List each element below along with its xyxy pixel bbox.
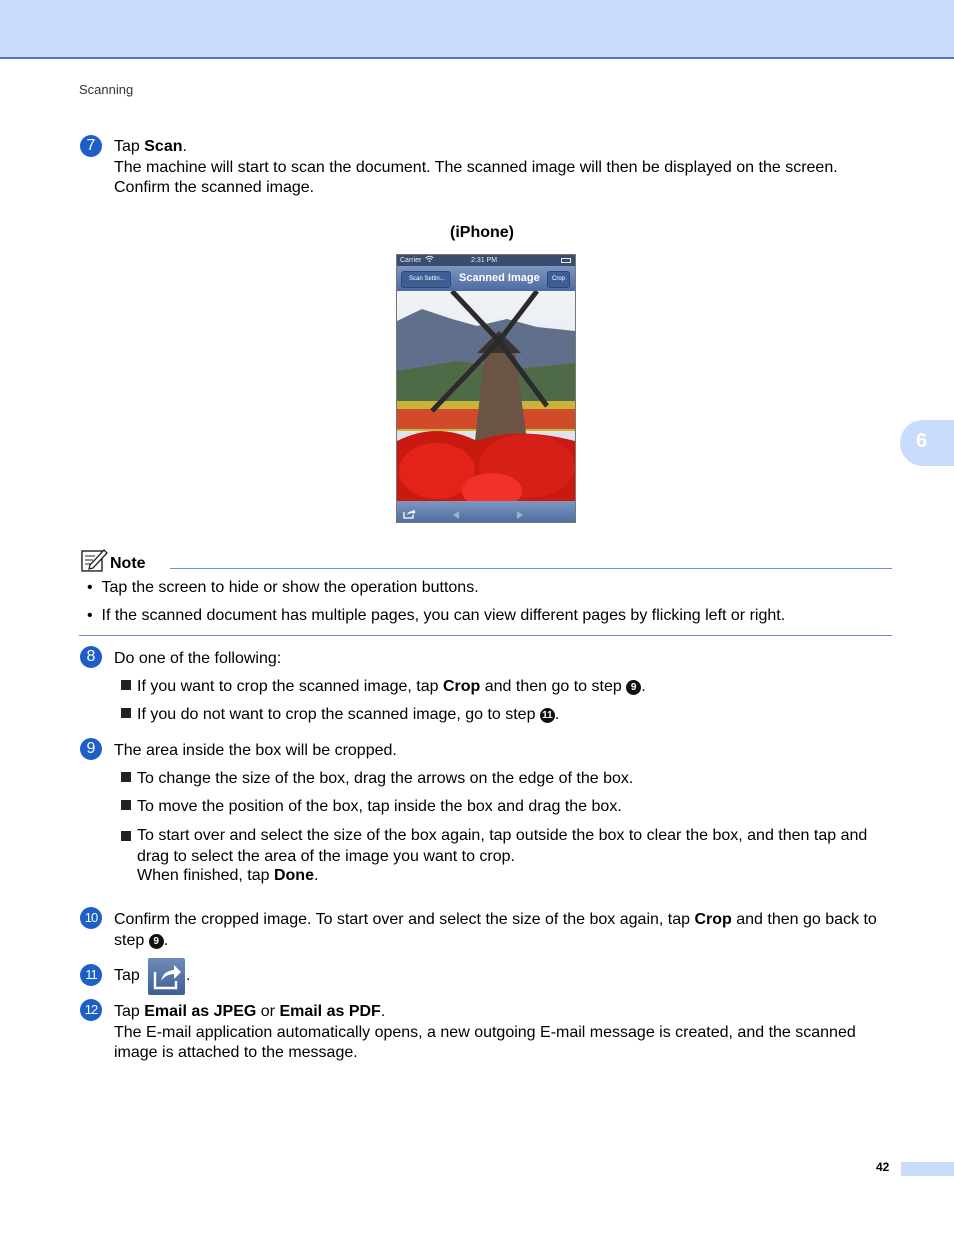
step-ref-9: 9: [626, 680, 641, 695]
status-bar: [397, 255, 575, 266]
nav-title: Scanned Image: [459, 272, 540, 284]
chapter-tab: [900, 420, 954, 466]
scanned-image[interactable]: [397, 291, 575, 501]
step-ref-9: 9: [149, 934, 164, 949]
step-10-text: [114, 910, 894, 951]
step-9-finish: [121, 866, 907, 887]
step-number-12: 12: [80, 999, 102, 1021]
step-number-11: 11: [80, 964, 102, 986]
step-9-b3-text: To start over and select the size of the box again, tap outside the box to clear the box, and then tap and drag to select the area of the image you want to crop.: [137, 827, 868, 865]
footer-band: [901, 1162, 954, 1176]
note-rule-top: [170, 568, 892, 569]
step-8-b1-post: .: [641, 678, 646, 695]
step-8-b2-post: .: [554, 706, 560, 723]
step-9-b1-text: To change the size of the box, drag the arrows on the edge of the box.: [137, 770, 634, 787]
crop-button[interactable]: Crop: [547, 271, 570, 288]
step-7-period: .: [182, 138, 187, 155]
step-10-bold: Crop: [694, 911, 732, 928]
step-10-mid: and then go back to step: [114, 911, 877, 949]
step-8-b1-bold: Crop: [442, 678, 481, 695]
step-7-scan: Scan: [144, 138, 183, 155]
step-12-bold1: Email as JPEG: [144, 1003, 257, 1020]
page-number: 42: [876, 1160, 890, 1174]
bottom-toolbar: [397, 501, 575, 523]
note-rule-bottom: [79, 635, 892, 636]
section-label: Scanning: [79, 82, 134, 97]
step-11-text: Tap: [114, 967, 140, 984]
step-number-9: 9: [80, 738, 102, 760]
note-item-1-text: Tap the screen to hide or show the operation buttons.: [101, 579, 479, 596]
note-item-1: • Tap the screen to hide or show the operation buttons.: [87, 579, 479, 596]
share-icon[interactable]: [403, 506, 416, 523]
prev-arrow-icon[interactable]: [451, 507, 461, 523]
battery-icon: [561, 258, 571, 263]
step-7-body: The machine will start to scan the document. The scanned image will then be displayed on the screen. Confirm the scanned image.: [114, 158, 838, 196]
next-arrow-icon[interactable]: [515, 507, 525, 523]
step-12-post: .: [380, 1003, 386, 1020]
bullet-square: [121, 800, 131, 810]
note-title: Note: [110, 555, 146, 572]
step-ref-11: 11: [540, 708, 555, 723]
bullet-square: [121, 831, 131, 841]
step-12-text: [114, 1002, 894, 1064]
step-12-pre: Tap: [114, 1003, 145, 1020]
nav-bar: [397, 266, 575, 291]
step-9-finish-post: .: [313, 867, 319, 884]
step-8-text: Do one of the following:: [114, 650, 282, 667]
step-11-period: .: [186, 967, 191, 984]
step-8-bullet-1: [121, 677, 891, 698]
header-band: [0, 0, 954, 59]
step-9-bullet-2: [121, 797, 891, 818]
step-12-body: The E-mail application automatically opens, a new outgoing E-mail message is created, and the scanned image is attached to the message.: [114, 1023, 856, 1061]
chapter-number: 6: [916, 430, 928, 452]
step-8-b1-pre: If you want to crop the scanned image, tap: [137, 678, 443, 695]
step-9-b2-text: To move the position of the box, tap inside the box and drag the box.: [137, 798, 622, 815]
bullet-square: [121, 680, 131, 690]
step-12-bold2: Email as PDF: [279, 1003, 381, 1020]
step-number-8: 8: [80, 646, 102, 668]
step-7-text: [114, 137, 894, 199]
bullet-square: [121, 772, 131, 782]
step-8-b1-mid: and then go to step: [480, 678, 627, 695]
step-8-b2-pre: If you do not want to crop the scanned image, go to step: [137, 706, 540, 723]
step-10-post: .: [163, 931, 169, 949]
note-pencil-icon: [80, 549, 108, 578]
bullet-square: [121, 708, 131, 718]
step-12-mid: or: [256, 1003, 280, 1020]
figure-caption: (iPhone): [450, 224, 514, 241]
status-carrier: Carrier: [400, 257, 422, 264]
note-item-2-text: If the scanned document has multiple pages, you can view different pages by flicking left or right.: [101, 607, 786, 624]
step-9-bullet-3: [121, 826, 891, 867]
step-9-bullet-1: [121, 769, 891, 790]
step-number-10: 10: [80, 907, 102, 929]
step-9-finish-bold: Done: [273, 867, 314, 884]
step-7-tap: Tap: [114, 138, 145, 155]
step-number-7: 7: [80, 135, 102, 157]
note-item-2: • If the scanned document has multiple pages, you can view different pages by flicking left or right.: [87, 607, 786, 624]
share-button-icon: [148, 958, 185, 995]
status-time: 2:31 PM: [471, 257, 498, 264]
step-9-text: The area inside the box will be cropped.: [114, 742, 397, 759]
step-10-pre: Confirm the cropped image. To start over and select the size of the box again, tap: [114, 911, 695, 928]
step-8-bullet-2: [121, 705, 891, 726]
scan-settings-back-button[interactable]: Scan Settin...: [401, 271, 451, 288]
step-9-finish-pre: When finished, tap: [137, 867, 274, 884]
iphone-screenshot: [396, 254, 576, 523]
